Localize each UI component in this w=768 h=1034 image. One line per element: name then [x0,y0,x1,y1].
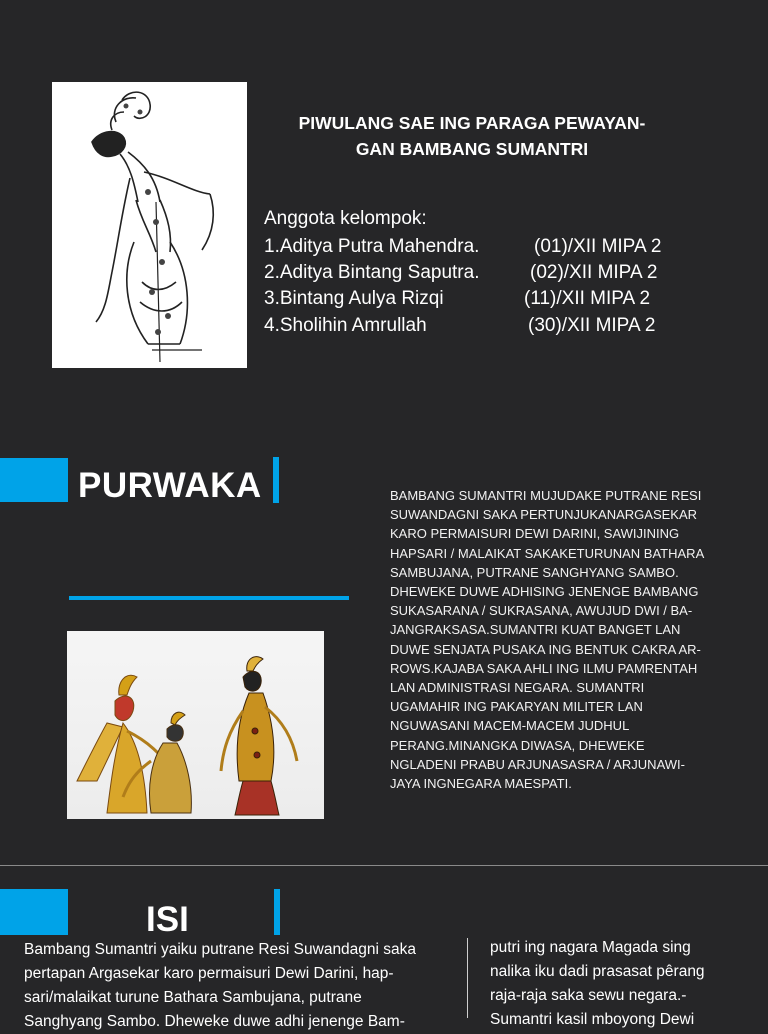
member-name: 1.Aditya Putra Mahendra. [264,236,480,257]
member-row [264,236,704,262]
purwaka-body [390,486,730,793]
body-line: raja-raja saka sewu negara.- [490,987,687,1004]
wayang-figure-illustration [52,82,247,368]
body-line: nalika iku dadi prasasat pêrang [490,963,705,980]
member-name: 4.Sholihin Amrullah [264,315,427,336]
column-separator [467,938,468,1018]
body-line: JAYA INGNEGARA MAESPATI. [390,776,572,792]
body-line: JANGRAKSASA.SUMANTRI KUAT BANGET LAN [390,622,681,638]
body-line: Sanghyang Sambo. Dheweke duwe adhi jenenge Bam- [24,1013,405,1030]
accent-underline [69,596,349,600]
isi-left-column [24,938,416,1034]
member-row [264,315,704,341]
body-line: DUWE SENJATA PUSAKA ING BENTUK CAKRA AR- [390,641,701,657]
wayang-scene-image [67,631,324,819]
body-line: KARO PERMAISURI DEWI DARINI, SAWIJINING [390,526,680,542]
member-class: (02)/XII MIPA 2 [530,262,658,283]
wayang-scene-illustration [67,631,324,819]
body-line: UGAMAHIR ING PAKARYAN MILITER LAN [390,699,643,715]
body-line: DHEWEKE DUWE ADHISING JENENGE BAMBANG [390,584,699,600]
member-row [264,262,704,288]
body-line: BAMBANG SUMANTRI MUJUDAKE PUTRANE RESI [390,488,702,503]
body-line: ROWS.KAJABA SAKA AHLI ING ILMU PAMRENTAH [390,660,698,676]
member-class: (01)/XII MIPA 2 [534,236,662,257]
member-class: (11)/XII MIPA 2 [524,288,651,309]
body-line: NGLADENI PRABU ARJUNASASRA / ARJUNAWI- [390,756,685,772]
body-line: SUKASARANA / SUKRASANA, AWUJUD DWI / BA- [390,603,693,619]
isi-heading: ISI [146,900,189,939]
accent-block [0,889,68,935]
body-line: PERANG.MINANGKA DIWASA, DHEWEKE [390,737,645,753]
title-line-2: GAN BAMBANG SUMANTRI [355,139,589,159]
body-line: pertapan Argasekar karo permaisuri Dewi Darini, hap- [24,965,394,982]
body-line: Bambang Sumantri yaiku putrane Resi Suwandagni saka [24,941,417,958]
body-line: Sumantri kasil mboyong Dewi [490,1011,695,1028]
body-line: HAPSARI / MALAIKAT SAKAKETURUNAN BATHARA [390,545,705,561]
body-line: putri ing nagara Magada sing [490,939,691,956]
body-line: sari/malaikat turune Bathara Sambujana, putrane [24,989,362,1006]
accent-block [0,458,68,502]
wayang-figure-image [52,82,247,368]
presentation-title [262,110,682,162]
body-line: SUWANDAGNI SAKA PERTUNJUKANARGASEKAR [390,507,698,523]
member-name: 3.Bintang Aulya Rizqi [264,288,444,309]
accent-bar [273,457,279,503]
purwaka-heading: PURWAKA [78,466,262,505]
puppet-right [221,657,297,815]
member-row [264,288,704,314]
accent-bar [274,889,280,935]
body-line: LAN ADMINISTRASI NEGARA. SUMANTRI [390,680,645,696]
member-class: (30)/XII MIPA 2 [528,315,656,336]
body-line: NGUWASANI MACEM-MACEM JUDHUL [390,718,630,734]
section-divider [0,865,768,866]
members-label: Anggota kelompok: [264,208,427,229]
body-line: SAMBUJANA, PUTRANE SANGHYANG SAMBO. [390,564,679,580]
title-line-1: PIWULANG SAE ING PARAGA PEWAYAN- [298,113,646,133]
isi-right-column [490,936,705,1032]
member-name: 2.Aditya Bintang Saputra. [264,262,480,283]
